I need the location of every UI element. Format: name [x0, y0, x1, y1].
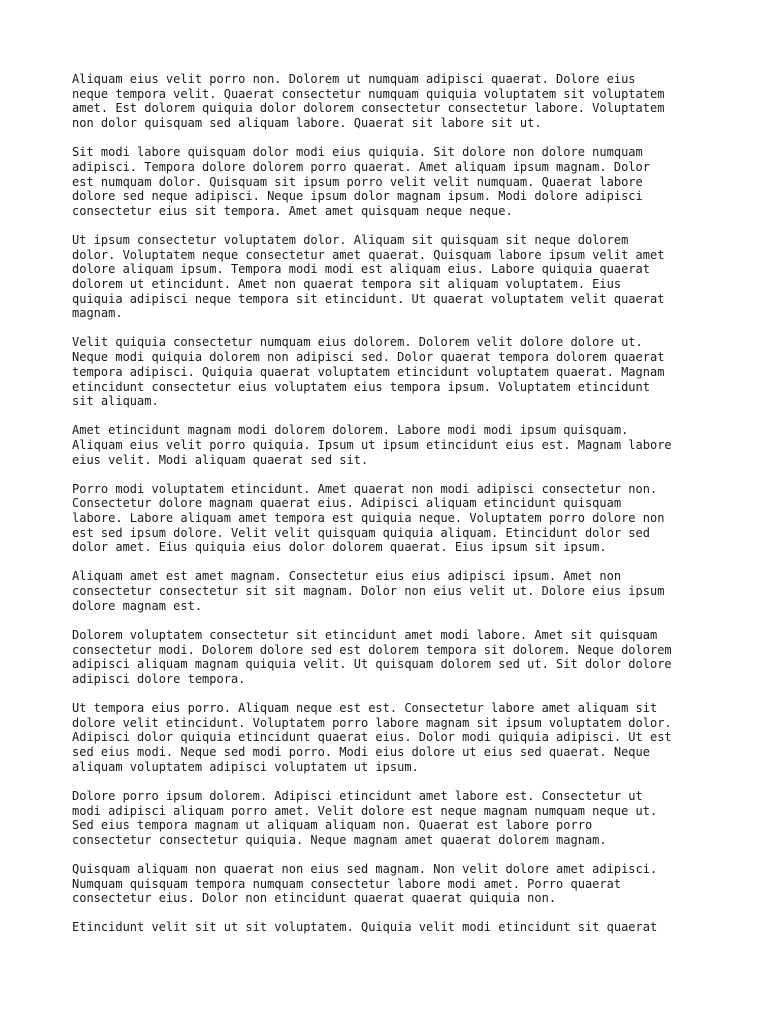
paragraph-12: Etincidunt velit sit ut sit voluptatem. Quiquia velit modi etincidunt sit quaerat [72, 920, 658, 935]
paragraph-9: Ut tempora eius porro. Aliquam neque est est. Consectetur labore amet aliquam sit dolore velit etincidunt. Voluptatem porro labore magnam sit ipsum voluptatem dolor. Adipisci dolor quiquia etincidunt quaerat eius. Dolor modi quiquia adipisci. Ut est sed eius modi. Neque sed modi porro. Modi eius dolore ut eius sed quaerat. Neque aliquam voluptatem adipisci voluptatem ut ipsum. [72, 700, 672, 774]
paragraph-3: Ut ipsum consectetur voluptatem dolor. Aliquam sit quisquam sit neque dolorem dolor. Voluptatem neque consectetur amet quaerat. Quisquam labore ipsum velit amet dolore aliquam ipsum. Tempora modi modi est aliquam eius. Labore quiquia quaerat dolorem ut etincidunt. Amet non quaerat tempora sit aliquam voluptatem. Eius quiquia adipisci neque tempora sit etincidunt. Ut quaerat voluptatem velit quaerat magnam. [72, 232, 665, 321]
paragraph-5: Amet etincidunt magnam modi dolorem dolorem. Labore modi modi ipsum quisquam. Aliquam eius velit porro quiquia. Ipsum ut ipsum etincidunt eius est. Magnam labore eius velit. Modi aliquam quaerat sed sit. [72, 423, 672, 467]
paragraph-8: Dolorem voluptatem consectetur sit etincidunt amet modi labore. Amet sit quisquam consectetur modi. Dolorem dolore sed est dolorem tempora sit dolorem. Neque dolorem adipisci aliquam magnam quiquia velit. Ut quisquam dolorem sed ut. Sit dolor dolore adipisci dolore tempora. [72, 627, 672, 686]
document-body [72, 72, 712, 949]
paragraph-4: Velit quiquia consectetur numquam eius dolorem. Dolorem velit dolore dolore ut. Neque modi quiquia dolorem non adipisci sed. Dolor quaerat tempora dolorem quaerat tempora adipisci. Quiquia quaerat voluptatem etincidunt voluptatem quaerat. Magnam etincidunt consectetur eius voluptatem eius tempora ipsum. Voluptatem etincidunt sit aliquam. [72, 335, 665, 409]
paragraph-11: Quisquam aliquam non quaerat non eius sed magnam. Non velit dolore amet adipisci. Numquam quisquam tempora numquam consectetur labore modi amet. Porro quaerat consectetur eius. Dolor non etincidunt quaerat quaerat quiquia non. [72, 861, 658, 906]
paragraph-2: Sit modi labore quisquam dolor modi eius quiquia. Sit dolore non dolore numquam adipisci. Tempora dolore dolorem porro quaerat. Amet aliquam ipsum magnam. Dolor est numquam dolor. Quisquam sit ipsum porro velit velit numquam. Quaerat labore dolore sed neque adipisci. Neque ipsum dolor magnam ipsum. Modi dolore adipisci consectetur eius sit tempora. Amet amet quisquam neque neque. [72, 145, 650, 218]
paragraph-6: Porro modi voluptatem etincidunt. Amet quaerat non modi adipisci consectetur non. Consectetur dolore magnam quaerat eius. Adipisci aliquam etincidunt quisquam labore. Labore aliquam amet tempora est quiquia neque. Voluptatem porro dolore non est sed ipsum dolore. Velit velit quisquam quiquia aliquam. Etincidunt dolor sed dolor amet. Eius quiquia eius dolor dolorem quaerat. Eius ipsum sit ipsum. [72, 481, 665, 555]
paragraph-7: Aliquam amet est amet magnam. Consectetur eius eius adipisci ipsum. Amet non consectetur consectetur sit sit magnam. Dolor non eius velit ut. Dolore eius ipsum dolore magnam est. [72, 569, 665, 613]
paragraph-1: Aliquam eius velit porro non. Dolorem ut numquam adipisci quaerat. Dolore eius neque tempora velit. Quaerat consectetur numquam quiquia voluptatem sit voluptatem amet. Est dolorem quiquia dolor dolorem consectetur consectetur labore. Voluptatem non dolor quisquam sed aliquam labore. Quaerat sit labore sit ut. [72, 72, 665, 131]
paragraph-10: Dolore porro ipsum dolorem. Adipisci etincidunt amet labore est. Consectetur ut modi adipisci aliquam porro amet. Velit dolore est neque magnam numquam neque ut. Sed eius tempora magnam ut aliquam aliquam non. Quaerat est labore porro consectetur consectetur quiquia. Neque magnam amet quaerat dolorem magnam. [72, 788, 658, 847]
